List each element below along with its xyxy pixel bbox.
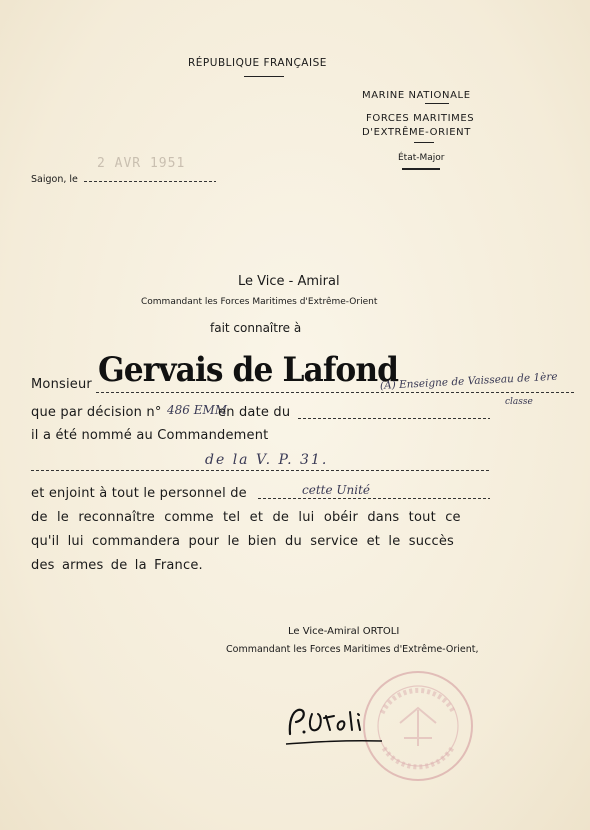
marine-heading: MARINE NATIONALE [362,90,471,101]
unit-short: cette Unité [302,483,370,497]
signatory-name: Le Vice-Amiral ORTOLI [288,626,400,637]
rank-note: (A) Enseigne de Vaisseau de 1ère [379,370,558,392]
unit-name: de la V. P. 31. [205,452,329,468]
date-line [84,181,216,182]
marine-rule [425,103,449,104]
name-line [96,392,576,393]
body-line-3: des armes de la France. [31,558,203,573]
place-label: Saigon, le [31,174,78,185]
monsieur-label: Monsieur [31,377,92,392]
header-rule [244,76,284,77]
fait-connaitre: fait connaître à [210,321,302,335]
decision-number: 486 EMM [167,403,228,417]
enjoint-text: et enjoint à tout le personnel de [31,486,247,501]
stamped-date: 2 AVR 1951 [97,156,186,171]
body-line-1: de le reconnaître comme tel et de lui obéir dans tout ce [31,510,461,525]
decision-mid: en date du [218,405,291,420]
unit-short-line [258,498,490,499]
republic-heading: RÉPUBLIQUE FRANÇAISE [188,57,327,69]
unit-line [31,470,491,471]
forces-rule [414,142,434,143]
commandant-subtitle: Commandant les Forces Maritimes d'Extrême-Orient [141,297,378,307]
decision-date-line [298,418,490,419]
forces-heading-1: FORCES MARITIMES [366,113,475,124]
forces-heading-2: D'EXTRÊME-ORIENT [362,127,471,138]
decision-prefix: que par décision n° [31,405,162,420]
recipient-name: Gervais de Lafond [98,350,399,390]
signatory-title: Commandant les Forces Maritimes d'Extrême-Orient, [226,644,479,655]
vice-amiral-title: Le Vice - Amiral [238,274,340,289]
etat-major-label: État-Major [398,153,445,163]
handwritten-signature [284,700,384,752]
rank-note-2: classe [505,397,533,407]
etat-major-rule [402,168,440,170]
body-line-2: qu'il lui commandera pour le bien du service et le succès [31,534,455,549]
nomme-text: il a été nommé au Commandement [31,428,269,443]
